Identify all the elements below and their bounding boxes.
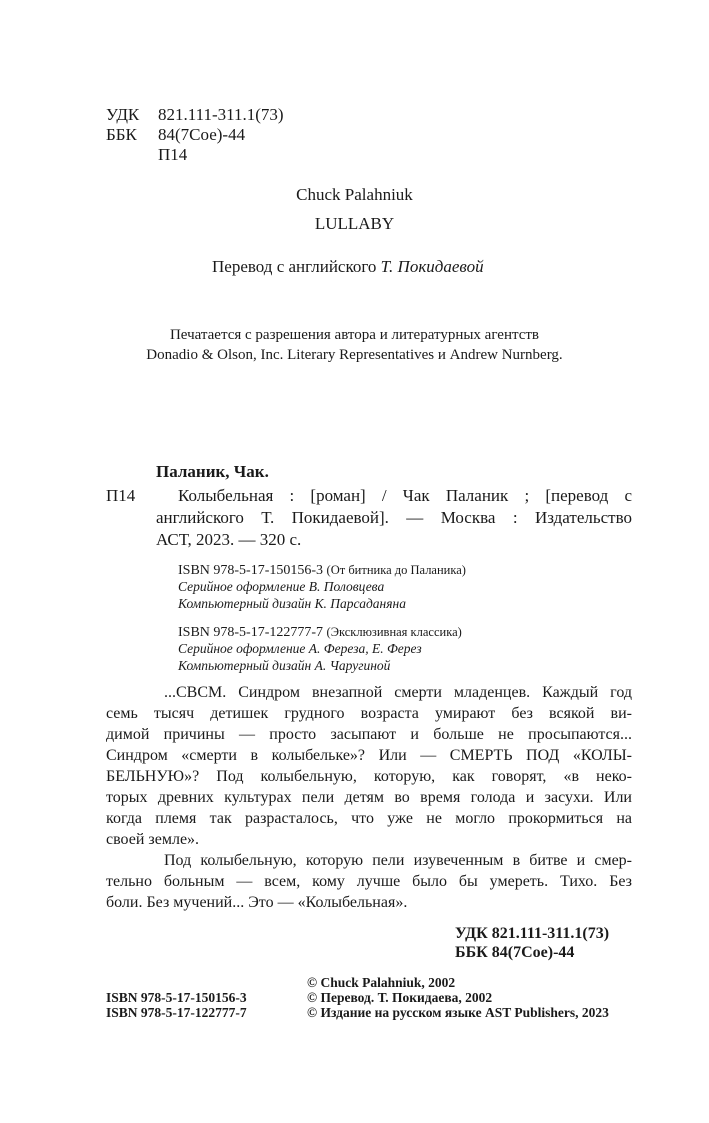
translation-prefix: Перевод с английского (212, 257, 377, 276)
author-mark: П14 (158, 145, 188, 164)
serial-design-credit: Серийное оформление А. Фереза, Е. Ферез (178, 641, 422, 656)
bbk-value: 84(7Сое)-44 (158, 125, 246, 144)
bibliographic-line-3: АСТ, 2023. — 320 с. (156, 530, 302, 549)
translation-credit (212, 256, 484, 277)
bibliographic-line-2: английского Т. Покидаевой]. — Москва : Издательство (156, 508, 632, 527)
author-heading: Паланик, Чак. (156, 462, 269, 481)
copyright-isbn: ISBN 978-5-17-122777-7 (106, 1005, 247, 1020)
bibliographic-mark: П14 (106, 486, 136, 505)
footer-bbk: ББК 84(7Сое)-44 (455, 944, 575, 961)
annotation-line: семь тысяч детишек грудного возраста умирают без всякой ви- (106, 705, 632, 722)
bibliographic-line-1: Колыбельная : [роман] / Чак Паланик ; [перевод с (178, 486, 632, 505)
permission-line-2: Donadio & Olson, Inc. Literary Representatives и Andrew Nurnberg. (146, 347, 563, 363)
annotation-line: Под колыбельную, которую пели изувеченным в битве и смер- (164, 852, 632, 869)
original-title: LULLABY (314, 214, 395, 233)
annotation-line: боли. Без мучений... Это — «Колыбельная». (106, 894, 408, 911)
copyright-line: © Chuck Palahniuk, 2002 (307, 975, 456, 990)
annotation-line: ...СВСМ. Синдром внезапной смерти младенцев. Каждый год (164, 684, 632, 701)
permission-line-1: Печатается с разрешения автора и литературных агентств (169, 327, 540, 343)
isbn-series: (От битника до Паланика) (326, 563, 466, 577)
computer-design-credit: Компьютерный дизайн А. Чаругиной (178, 658, 391, 673)
original-author: Chuck Palahniuk (296, 185, 413, 204)
copyright-isbn: ISBN 978-5-17-150156-3 (106, 990, 247, 1005)
translator-name: Т. Покидаевой (380, 257, 484, 276)
annotation-line: торых древних культурах пели детям во время голода и засухи. Или (106, 789, 632, 806)
copyright-line: © Перевод. Т. Покидаева, 2002 (307, 990, 493, 1005)
footer-udk: УДК 821.111-311.1(73) (455, 925, 610, 942)
udk-value: 821.111-311.1(73) (158, 105, 284, 124)
isbn-series: (Эксклюзивная классика) (326, 625, 462, 639)
serial-design-credit: Серийное оформление В. Половцева (178, 579, 385, 594)
udk-label: УДК (106, 105, 140, 124)
annotation-line: когда племя так разрасталось, что уже не могло прокормиться на (106, 810, 632, 827)
annotation-line: БЕЛЬНУЮ»? Под колыбельную, которую, как говорят, «в неко- (106, 768, 632, 785)
isbn-number: ISBN 978-5-17-150156-3 (178, 563, 324, 578)
annotation-line: своей земле». (106, 831, 200, 848)
bbk-label: ББК (106, 125, 137, 144)
annotation-line: Синдром «смерти в колыбельке»? Или — СМЕРТЬ ПОД «КОЛЫ- (106, 747, 632, 764)
annotation-line: тельно больным — всем, кому лучше было бы умереть. Тихо. Без (106, 873, 632, 890)
annotation-line: димой причины — просто засыпают и больше не просыпаются... (106, 726, 632, 743)
isbn-number: ISBN 978-5-17-122777-7 (178, 625, 324, 640)
copyright-line: © Издание на русском языке AST Publishers, 2023 (307, 1005, 609, 1020)
computer-design-credit: Компьютерный дизайн К. Парсаданяна (178, 596, 406, 611)
